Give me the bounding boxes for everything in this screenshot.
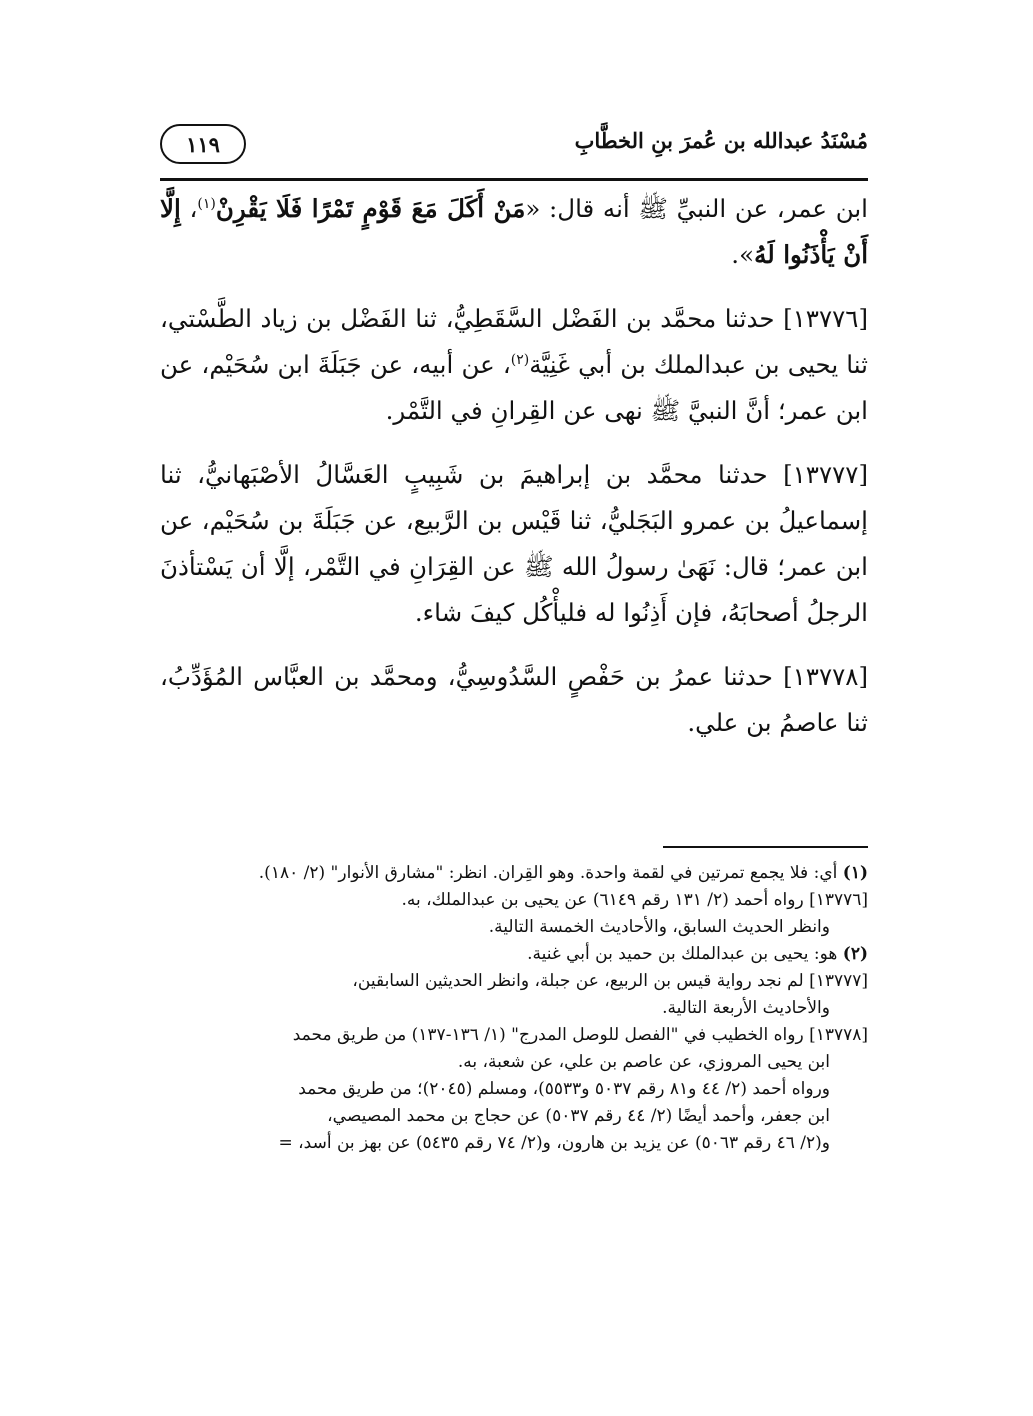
footnote-13778-cont: و(٢/ ٤٦ رقم ٥٠٦٣) عن يزيد بن هارون، و(٢/ ٧٤ رقم ٥٤٣٥) عن بهز بن أسد، = bbox=[278, 1133, 830, 1153]
footnotes bbox=[160, 860, 868, 1157]
footnote-13778: [١٣٧٧٨] رواه الخطيب في "الفصل للوصل المدرج" (١/ ١٣٦-١٣٧) من طريق محمد bbox=[292, 1025, 868, 1045]
hadith-quote: مَنْ أَكَلَ مَعَ قَوْمٍ تَمْرًا فَلَا يَقْرِنْ bbox=[215, 194, 526, 223]
footnote-2 bbox=[160, 941, 868, 968]
footnote-reference: (١) bbox=[197, 195, 216, 212]
footnote-13776-cont: وانظر الحديث السابق، والأحاديث الخمسة التالية. bbox=[488, 917, 830, 937]
paragraph-continuation bbox=[160, 186, 868, 278]
footnote-label: (٢) bbox=[842, 944, 868, 964]
header-divider bbox=[160, 178, 868, 181]
paragraph-text: ، bbox=[180, 194, 198, 223]
footnote-13778-cont: ورواه أحمد (٢/ ٤٤ و٨١ رقم ٥٠٣٧ و٥٥٣٣)، ومسلم (٢٠٤٥)؛ من طريق محمد bbox=[298, 1079, 830, 1099]
hadith-13776 bbox=[160, 296, 868, 434]
footnote-reference: (٢) bbox=[510, 351, 530, 368]
main-text bbox=[160, 186, 868, 746]
footnote-text: أي: فلا يجمع تمرتين في لقمة واحدة. وهو القِران. انظر: "مشارق الأنوار" (٢/ ١٨٠). bbox=[258, 863, 843, 883]
page-number: ١١٩ bbox=[160, 124, 246, 164]
paragraph-text: ، عن أبيه، عن جَبَلَةَ ابن سُحَيْم، عن ابن عمر؛ أنَّ النبيَّ ﷺ نهى عن القِرانِ في التَّمْر. bbox=[160, 350, 868, 425]
footnote-13777-cont: والأحاديث الأربعة التالية. bbox=[662, 998, 830, 1018]
hadith-13777: [١٣٧٧٧] حدثنا محمَّد بن إبراهيمَ بن شَبِيبٍ العَسَّالُ الأصْبَهانيُّ، ثنا إسماعيلُ بن عمرو البَجَليُّ، ثنا قَيْس بن الرَّبيع، عن جَبَلَةَ بن سُحَيْم، عن ابن عمر؛ قال: نَهَىٰ رسولُ الله ﷺ عن القِرَانِ في التَّمْر، إلَّا أن يَسْتأذنَ الرجلُ أصحابَهُ، فإن أَذِنُوا له فليأْكُل كيفَ شاء. bbox=[160, 460, 868, 627]
footnote-text: هو: يحيى بن عبدالملك بن حميد بن أبي غنية. bbox=[527, 944, 843, 964]
paragraph-text: ابن عمر، عن النبيِّ ﷺ أنه قال: « bbox=[525, 194, 868, 223]
paragraph-text: [١٣٧٧٦] حدثنا محمَّد بن الفَضْل السَّقَطِيُّ، ثنا الفَضْل بن زياد الطَّسْتي، ثنا يحيى بن عبدالملك بن أبي غَنِيَّة bbox=[160, 304, 868, 379]
footnote-1 bbox=[160, 860, 868, 887]
running-title: مُسْنَدُ عبدالله بن عُمرَ بنِ الخطَّابِ bbox=[574, 128, 868, 153]
page-header bbox=[160, 118, 868, 178]
paragraph-text: ». bbox=[731, 240, 755, 269]
footnote-divider bbox=[663, 846, 868, 848]
footnote-13778-cont: ابن جعفر، وأحمد أيضًا (٢/ ٤٤ رقم ٥٠٣٧) عن حجاج بن محمد المصيصي، bbox=[327, 1106, 830, 1126]
footnote-13778-cont: ابن يحيى المروزي، عن عاصم بن علي، عن شعبة، به. bbox=[457, 1052, 830, 1072]
footnote-label: (١) bbox=[842, 863, 868, 883]
footnote-13776: [١٣٧٧٦] رواه أحمد (٢/ ١٣١ رقم ٦١٤٩) عن يحيى بن عبدالملك، به. bbox=[401, 890, 868, 910]
hadith-13778: [١٣٧٧٨] حدثنا عمرُ بن حَفْصٍ السَّدُوسِيُّ، ومحمَّد بن العبَّاس المُؤَدِّبُ، ثنا عاصمُ بن علي. bbox=[160, 662, 868, 737]
hadith-quote: إِلَّا أَنْ يَأْذَنُوا لَهُ bbox=[160, 194, 868, 269]
footnote-13777: [١٣٧٧٧] لم نجد رواية قيس بن الربيع، عن جبلة، وانظر الحديثين السابقين، bbox=[352, 971, 868, 991]
